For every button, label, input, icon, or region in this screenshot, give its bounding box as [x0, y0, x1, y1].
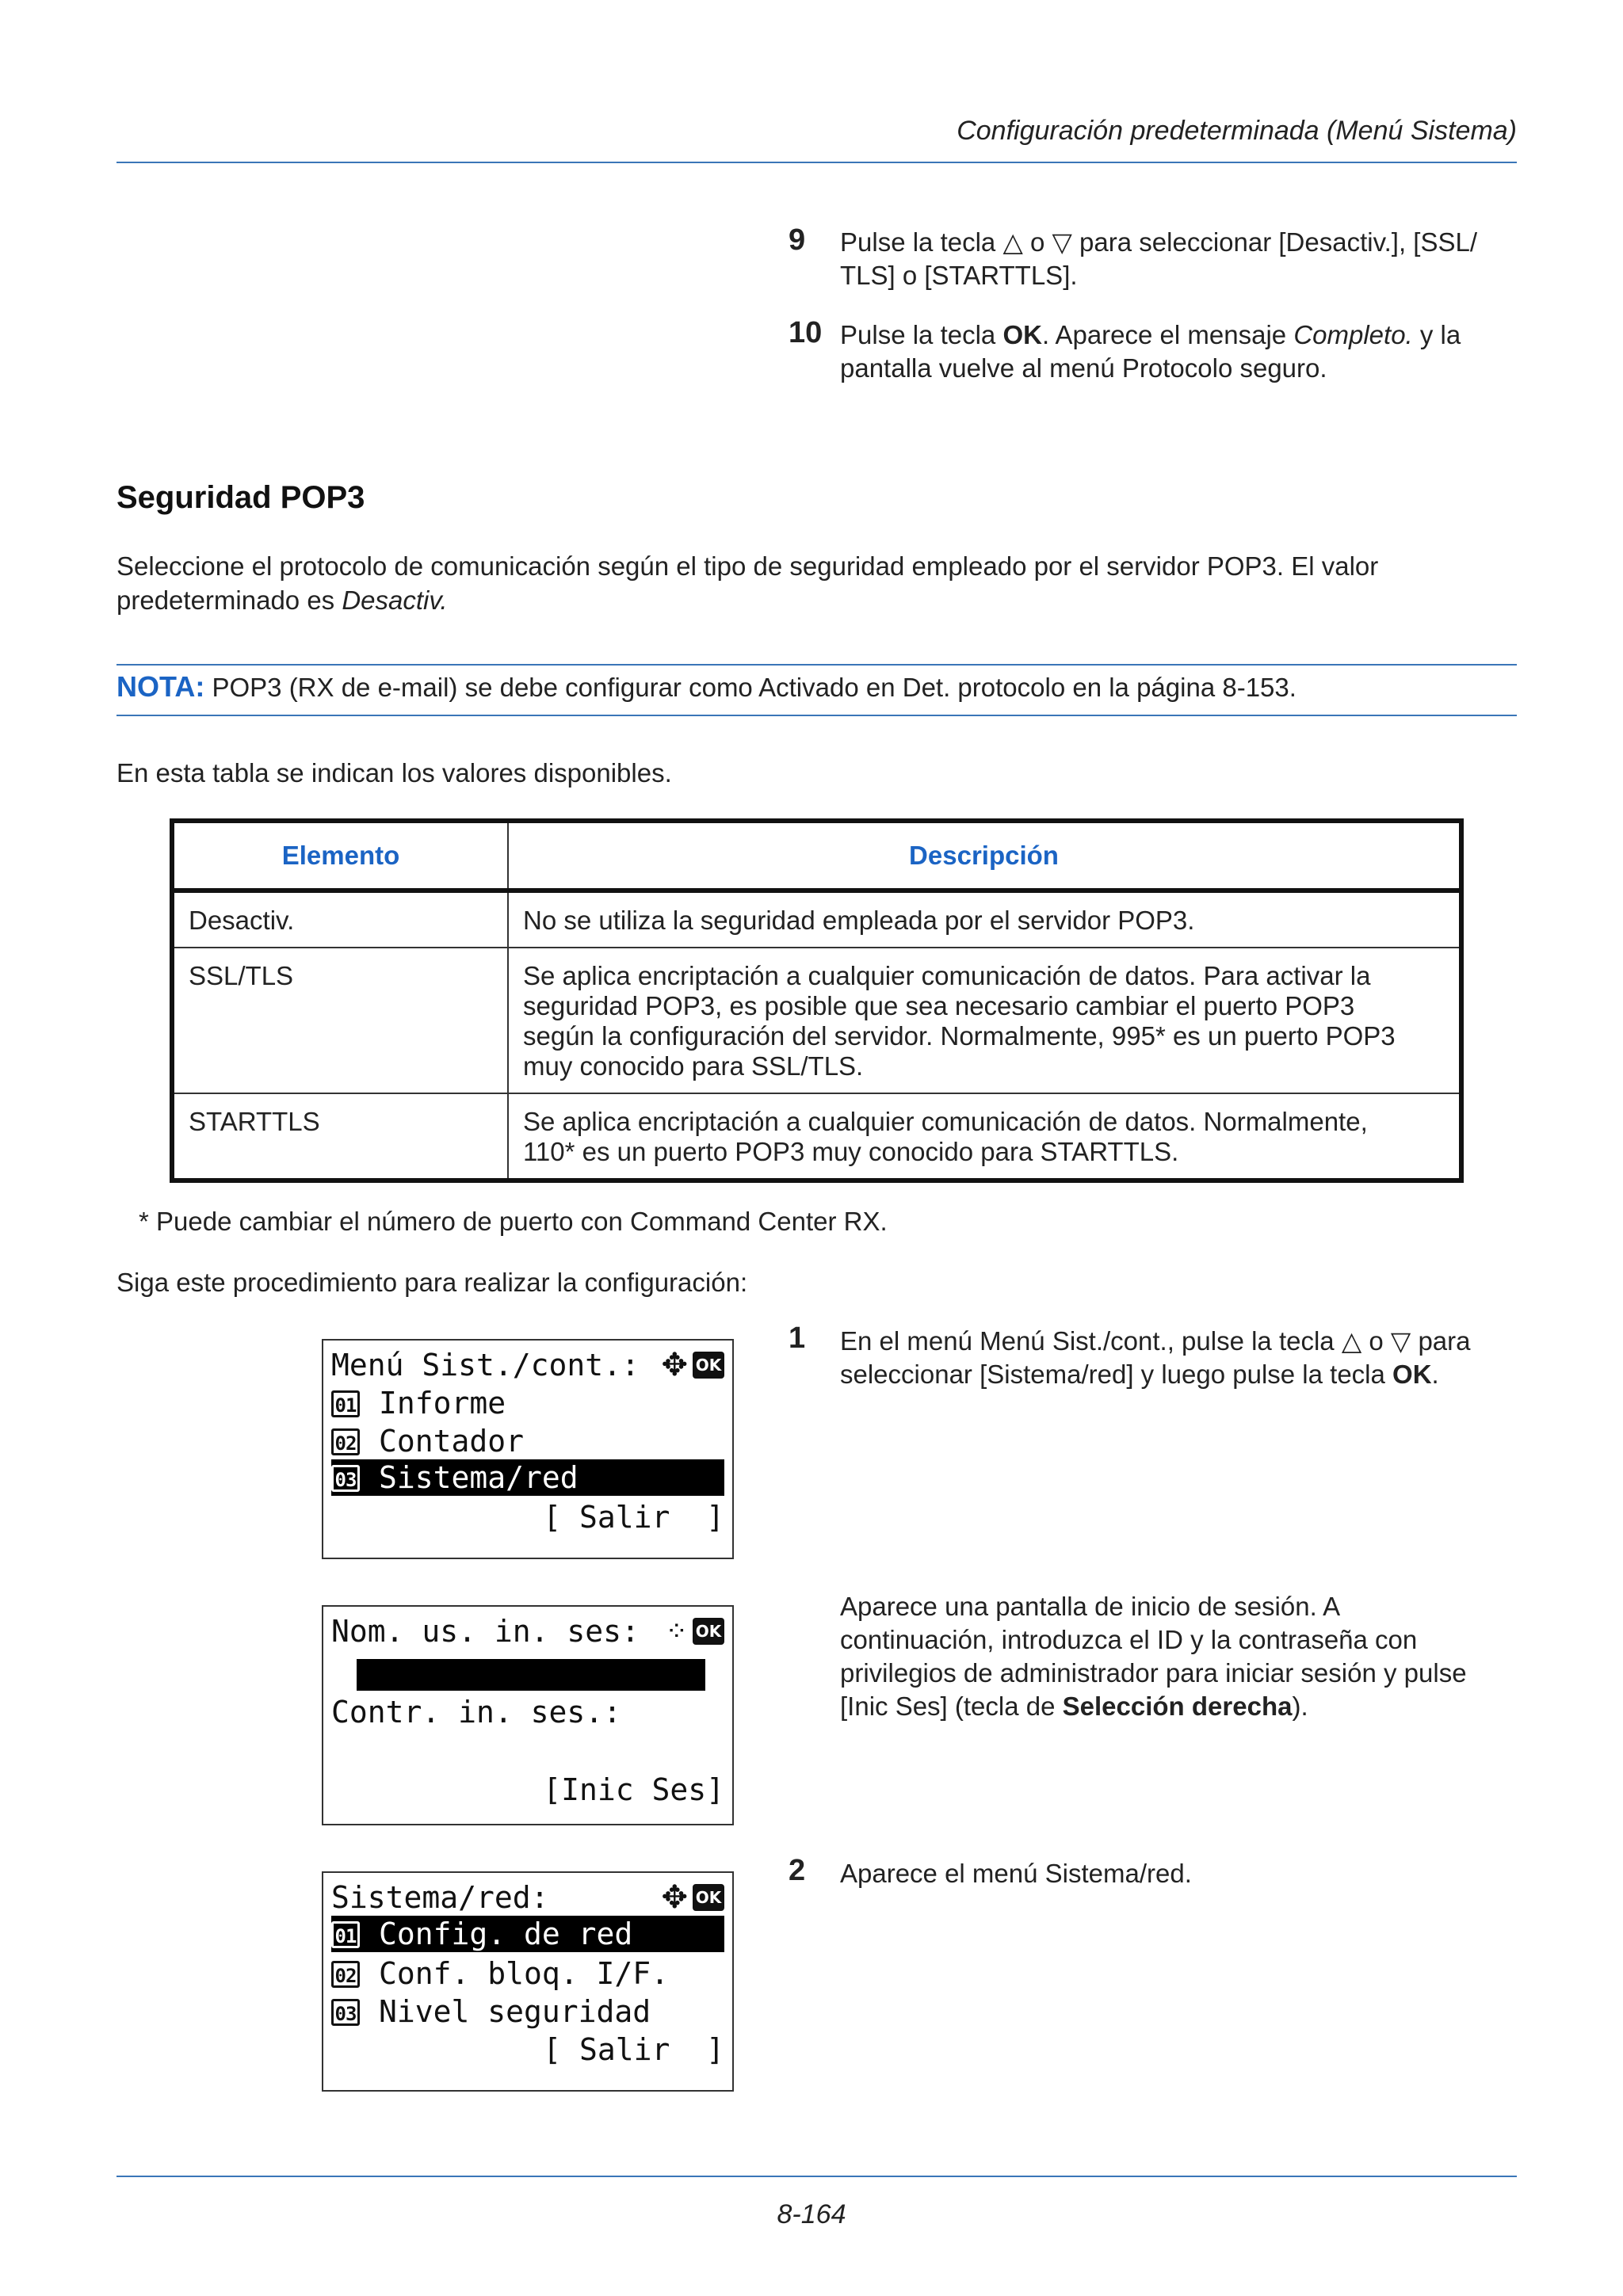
section-intro: Seleccione el protocolo de comunicación según el tipo de seguridad empleado por el servidor POP3. El valor predeterminado es Desactiv.	[116, 551, 1379, 615]
lcd-screen-system-menu	[322, 1339, 734, 1559]
lcd-screen-system-network	[322, 1871, 734, 2092]
step-text	[840, 318, 1522, 385]
lcd-title: Nom. us. in. ses:	[331, 1614, 640, 1649]
table-cell-item: SSL/TLS	[172, 948, 508, 1093]
step-text: En el menú Menú Sist./cont., pulse la tecla △ o ▽ para seleccionar [Sistema/red] y luego pulse la tecla OK.	[840, 1326, 1471, 1389]
lcd-menu-item-selected: 03 Sistema/red	[331, 1459, 724, 1496]
running-header: Configuración predeterminada (Menú Sistema)	[957, 116, 1517, 146]
header-rule	[116, 162, 1517, 163]
lcd-menu-item: 01 Informe	[331, 1385, 724, 1421]
lcd-screen-login	[322, 1605, 734, 1825]
four-way-arrow-icon: ✥	[661, 1347, 688, 1383]
table-header-row	[172, 821, 1461, 891]
item-number-icon: 01	[331, 1390, 360, 1417]
ok-icon: OK	[693, 1352, 724, 1379]
lcd-softkey: [ Salir ]	[543, 2032, 724, 2067]
table-cell-description: Se aplica encriptación a cualquier comunicación de datos. Para activar la seguridad POP3, es posible que sea necesario cambiar el puerto POP3 según la configuración del servidor. Normalmente, 995* es un puerto POP3 muy conocido para SSL/TLS.	[508, 948, 1461, 1093]
item-number-icon: 01	[331, 1921, 360, 1948]
section-title: Seguridad POP3	[116, 480, 365, 515]
lcd-icons	[661, 1879, 724, 1916]
table-row	[172, 1093, 1461, 1180]
lcd-menu-item: 02 Contador	[331, 1423, 724, 1459]
table-row	[172, 891, 1461, 948]
note-bottom-rule	[116, 715, 1517, 716]
note-top-rule	[116, 664, 1517, 666]
ok-icon: OK	[693, 1618, 724, 1645]
table-row	[172, 948, 1461, 1093]
lcd-softkey-login: [Inic Ses]	[543, 1772, 724, 1807]
table-header-cell: Descripción	[508, 821, 1461, 891]
item-number-icon: 02	[331, 1428, 360, 1455]
table-header-cell: Elemento	[172, 821, 508, 891]
table-cell-item: Desactiv.	[172, 891, 508, 948]
step-number: 1	[789, 1322, 806, 1355]
lcd-softkey: [ Salir ]	[543, 1500, 724, 1535]
footer-rule	[116, 2176, 1517, 2177]
note	[116, 669, 1296, 704]
table-cell-description: No se utiliza la seguridad empleada por el servidor POP3.	[508, 891, 1461, 948]
item-number-icon: 03	[331, 1999, 360, 2026]
lcd-title: Sistema/red:	[331, 1880, 549, 1915]
note-label: NOTA:	[116, 670, 205, 703]
username-input-field	[357, 1659, 705, 1691]
step-line: Pulse la tecla △ o ▽ para seleccionar [Desactiv.], [SSL/	[840, 227, 1478, 257]
table-cell-description: Se aplica encriptación a cualquier comunicación de datos. Normalmente, 110* es un puerto POP3 muy conocido para STARTTLS.	[508, 1093, 1461, 1180]
lcd-icons	[666, 1613, 725, 1650]
lcd-menu-item: 02 Conf. bloq. I/F.	[331, 1955, 724, 1992]
note-text: POP3 (RX de e-mail) se debe configurar como Activado en Det. protocolo en la página 8-153.	[204, 673, 1296, 702]
lcd-menu-item-selected: 01 Config. de red	[331, 1916, 724, 1952]
step-line: TLS] o [STARTTLS].	[840, 261, 1078, 290]
table-cell-item: STARTTLS	[172, 1093, 508, 1180]
table-intro: En esta tabla se indican los valores disponibles.	[116, 758, 672, 788]
step-text: Aparece el menú Sistema/red.	[840, 1859, 1192, 1888]
procedure-intro: Siga este procedimiento para realizar la configuración:	[116, 1268, 748, 1297]
step-number: 2	[789, 1854, 806, 1887]
step-number: 9	[789, 223, 806, 257]
page-number: 8-164	[777, 2199, 846, 2229]
item-number-icon: 03	[331, 1465, 360, 1492]
step-line: Pulse la tecla OK. Aparece el mensaje Completo. y la	[840, 320, 1461, 349]
ok-icon: OK	[693, 1884, 724, 1911]
step-text	[840, 226, 1522, 292]
lcd-menu-item: 03 Nivel seguridad	[331, 1993, 724, 2030]
values-table	[170, 818, 1464, 1183]
lcd-title: Menú Sist./cont.:	[331, 1348, 640, 1383]
login-description: Aparece una pantalla de inicio de sesión. A continuación, introduzca el ID y la contraseña con privilegios de administrador para iniciar sesión y pulse [Inic Ses] (tecla de Selección derecha).	[840, 1592, 1467, 1721]
item-number-icon: 02	[331, 1961, 360, 1988]
four-way-arrow-icon: ⁘	[665, 1615, 688, 1647]
lcd-icons	[661, 1347, 724, 1383]
lcd-password-label: Contr. in. ses.:	[331, 1695, 622, 1730]
four-way-arrow-icon: ✥	[661, 1879, 688, 1916]
step-number: 10	[789, 316, 823, 349]
step-line: pantalla vuelve al menú Protocolo seguro.	[840, 353, 1327, 383]
footnote: * Puede cambiar el número de puerto con Command Center RX.	[139, 1207, 888, 1236]
